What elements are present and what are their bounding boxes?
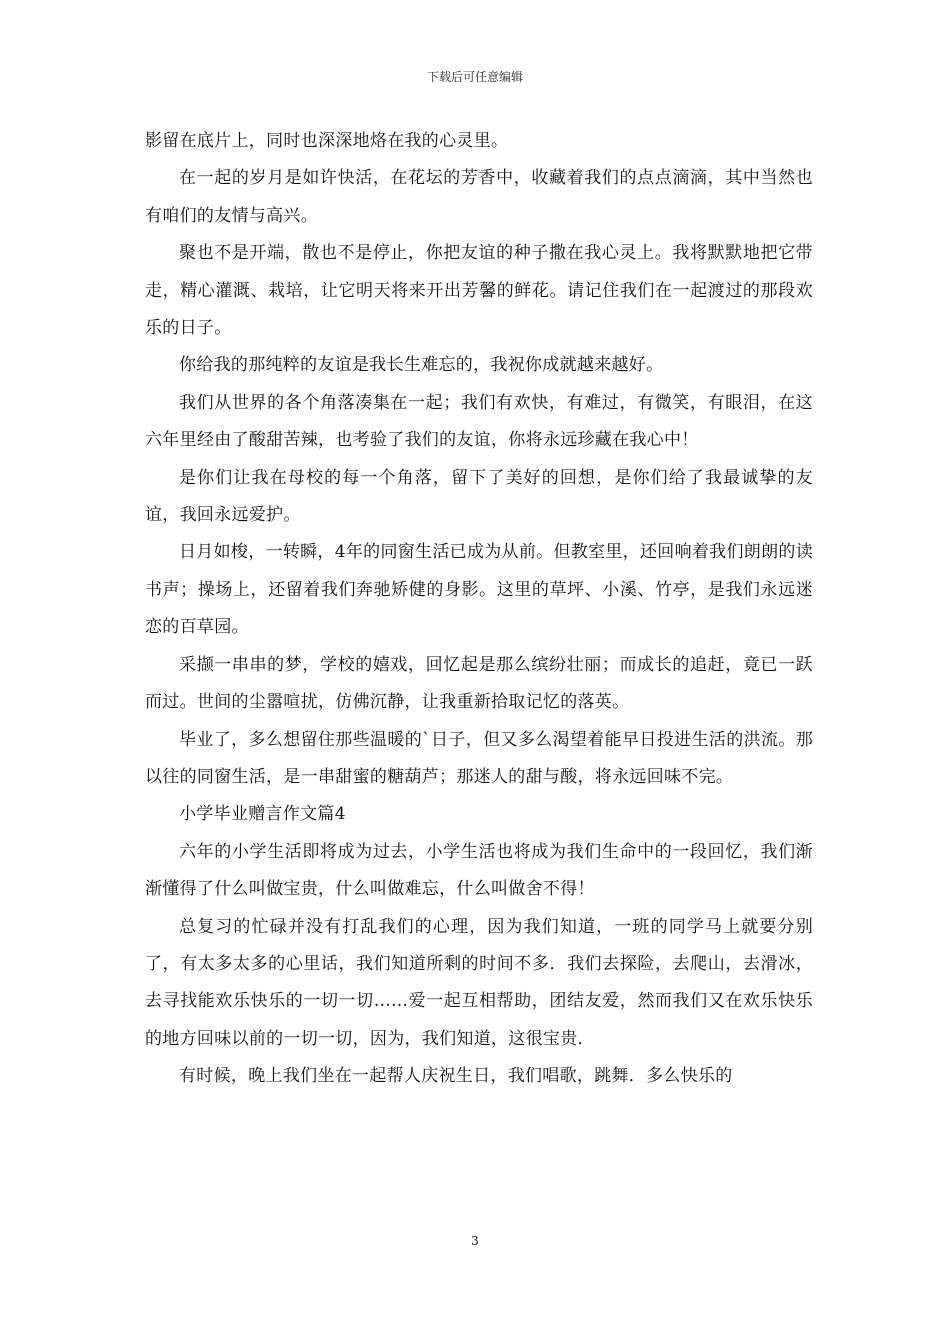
paragraph: 在一起的岁月是如许快活，在花坛的芳香中，收藏着我们的点点滴滴，其中当然也有咱们的友情与高兴。 [145, 168, 813, 226]
page-number: 3 [471, 1234, 479, 1248]
paragraph: 聚也不是开端，散也不是停止，你把友谊的种子撒在我心灵上。我将默默地把它带走，精心灌溉、栽培，让它明天将来开出芳馨的鲜花。请记住我们在一起渡过的那段欢乐的日子。 [145, 243, 813, 339]
paragraph: 是你们让我在母校的每一个角落，留下了美好的回想，是你们给了我最诚挚的友谊，我回永远爱护。 [145, 467, 813, 526]
section-heading: 小学毕业赠言作文篇4 [179, 804, 346, 825]
paragraph: 采撷一串串的梦，学校的嬉戏，回忆起是那么缤纷壮丽；而成长的追赶，竟已一跃而过。世间的尘嚣喧扰，仿佛沉静，让我重新拾取记忆的落英。 [145, 654, 813, 713]
paragraph: 你给我的那纯粹的友谊是我长生难忘的，我祝你成就越来越好。 [179, 355, 664, 376]
document-body [145, 123, 813, 1096]
page-header: 下载后可任意编辑 [426, 70, 523, 84]
paragraph: 总复习的忙碌并没有打乱我们的心理，因为我们知道，一班的同学马上就要分别了，有太多太多的心里话，我们知道所剩的时间不多．我们去探险，去爬山，去滑冰，去寻找能欢乐快乐的一切一切……爱一起互相帮助，团结友爱，然而我们又在欢乐快乐的地方回味以前的一切一切，因为，我们知道，这很宝贵． [145, 916, 813, 1049]
paragraph: 我们从世界的各个角落凑集在一起；我们有欢快，有难过，有微笑，有眼泪，在这六年里经由了酸甜苦辣，也考验了我们的友谊，你将永远珍藏在我心中！ [145, 392, 813, 451]
paragraph-continuation: 影留在底片上，同时也深深地烙在我的心灵里。 [145, 131, 509, 151]
paragraph: 日月如梭，一转瞬，4年的同窗生活已成为从前。但教室里，还回响着我们朗朗的读书声；操场上，还留着我们奔驰矫健的身影。这里的草坪、小溪、竹亭，是我们永远迷恋的百草园。 [145, 542, 813, 638]
paragraph: 毕业了，多么想留住那些温暖的`日子，但又多么渴望着能早日投进生活的洪流。那以往的同窗生活，是一串甜蜜的糖葫芦；那迷人的甜与酸，将永远回味不完。 [145, 729, 813, 787]
paragraph: 有时候，晚上我们坐在一起帮人庆祝生日，我们唱歌，跳舞．多么快乐的 [179, 1066, 733, 1087]
paragraph: 六年的小学生活即将成为过去，小学生活也将成为我们生命中的一段回忆，我们渐渐懂得了什么叫做宝贵，什么叫做难忘，什么叫做舍不得！ [145, 841, 813, 900]
